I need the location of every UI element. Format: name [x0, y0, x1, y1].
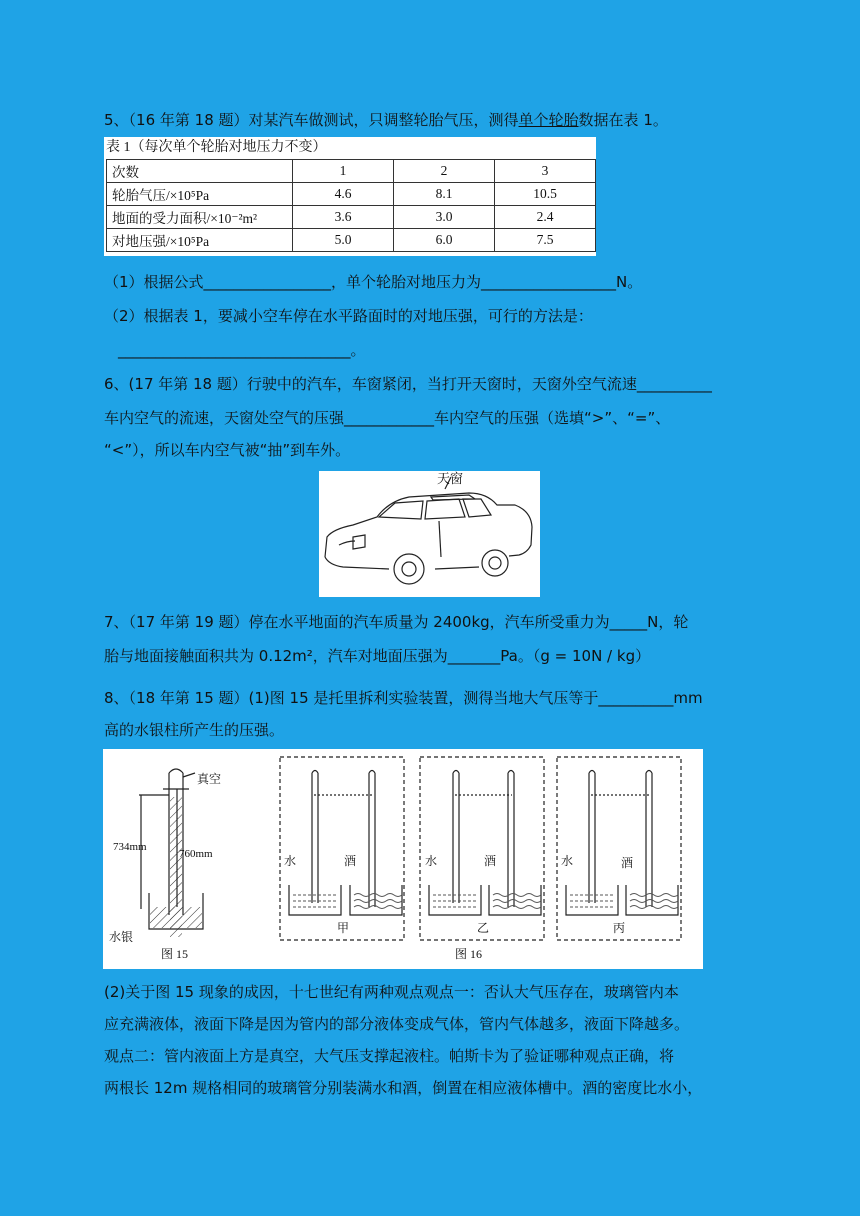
q5-sub2: （2）根据表 1，要减小空车停在水平路面时的对地压强，可行的方法是： [104, 307, 593, 325]
q6-line2: 车内空气的流速，天窗处空气的压强____________车内空气的压强（选填“>”、“=”、 [104, 409, 671, 427]
q7-line2: 胎与地面接触面积共为 0.12m²，汽车对地面压强为_______Pa。（g = 10N / kg） [104, 647, 651, 665]
q6-line3: “<”），所以车内空气被“抽”到车外。 [104, 441, 351, 459]
q7-line1: 7、（17 年第 19 题）停在水平地面的汽车质量为 2400kg，汽车所受重力为_____N，轮 [104, 613, 689, 631]
sunroof-label: 天窗 [437, 471, 464, 486]
table-row: 轮胎气压/×10⁵Pa 4.6 8.1 10.5 [107, 183, 596, 206]
q8-line1: 8、（18 年第 15 题）(1)图 15 是托里拆利实验装置，测得当地大气压等于__________mm [104, 689, 703, 707]
water-label: 水 [561, 854, 574, 868]
q8-line2: 高的水银柱所产生的压强。 [104, 721, 285, 739]
alcohol-label: 酒 [621, 856, 634, 870]
torricelli-figure [103, 749, 703, 969]
table-caption: 表 1（每次单个轮胎对地压力不变） [106, 140, 327, 155]
vacuum-label: 真空 [197, 772, 222, 786]
mercury-label: 水银 [109, 930, 134, 944]
table-1 [104, 137, 596, 256]
q6-line1: 6、(17 年第 18 题）行驶中的汽车，车窗紧闭，当打开天窗时，天窗外空气流速__________ [104, 375, 712, 393]
q5-line: 5、（16 年第 18 题）对某汽车做测试，只调整轮胎气压，测得单个轮胎数据在表 1。 [104, 111, 668, 129]
car-figure [319, 471, 540, 597]
panel-label-yi: 乙 [477, 921, 490, 935]
table-row: 对地压强/×10⁵Pa 5.0 6.0 7.5 [107, 229, 596, 252]
q8-p2-line1: (2)关于图 15 现象的成因，十七世纪有两种观点观点一：否认大气压存在，玻璃管内本 [104, 983, 679, 1001]
data-table [106, 159, 596, 252]
table-row: 地面的受力面积/×10⁻²m² 3.6 3.0 2.4 [107, 206, 596, 229]
alcohol-label: 酒 [344, 854, 357, 868]
car-illustration [319, 471, 540, 597]
water-label: 水 [425, 854, 438, 868]
experiment-diagram [103, 749, 703, 969]
fig16-caption: 图 16 [455, 947, 483, 961]
water-label: 水 [284, 854, 297, 868]
q8-p2-line2: 应充满液体，液面下降是因为管内的部分液体变成气体，管内气体越多，液面下降越多。 [104, 1015, 690, 1033]
panel-label-jia: 甲 [337, 921, 350, 935]
alcohol-label: 酒 [484, 854, 497, 868]
q8-p2-line3: 观点二：管内液面上方是真空，大气压支撑起液柱。帕斯卡为了验证哪种观点正确，将 [104, 1047, 675, 1065]
q8-p2-line4: 两根长 12m 规格相同的玻璃管分别装满水和酒，倒置在相应液体槽中。酒的密度比水小， [104, 1079, 703, 1097]
q5-sub1: （1）根据公式_________________，单个轮胎对地压力为__________________N。 [104, 273, 643, 291]
height-760-label: 760mm [179, 848, 213, 860]
q5-sub2-blank: _______________________________。 [118, 341, 366, 359]
fig15-caption: 图 15 [161, 947, 189, 961]
height-734-label: 734mm [113, 841, 147, 853]
table-row: 次数 1 2 3 [107, 160, 596, 183]
panel-label-bing: 丙 [613, 921, 626, 935]
